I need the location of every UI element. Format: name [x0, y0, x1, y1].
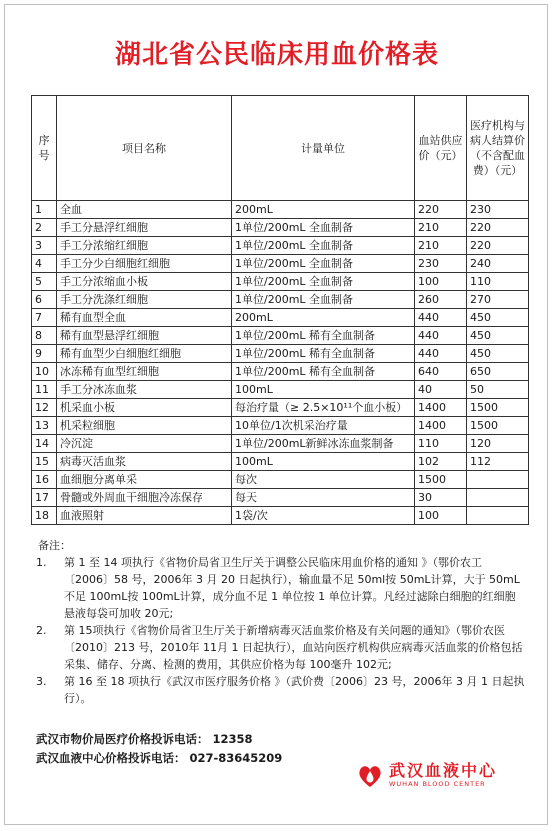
- blood-center-logo: [355, 760, 497, 790]
- station-price-cell: 220: [415, 201, 467, 219]
- station-price-cell: 102: [415, 453, 467, 471]
- clinic-price-cell: 220: [467, 219, 529, 237]
- station-price-cell: 260: [415, 291, 467, 309]
- item-name-cell: 手工分少白细胞红细胞: [57, 255, 232, 273]
- header-station-price: 血站供应价（元）: [415, 96, 467, 201]
- clinic-price-cell: [467, 507, 529, 525]
- unit-cell: 1单位/200mL新鲜冰冻血浆制备: [232, 435, 415, 453]
- station-price-cell: 640: [415, 363, 467, 381]
- row-number-cell: 1: [32, 201, 57, 219]
- row-number-cell: 18: [32, 507, 57, 525]
- clinic-price-cell: 450: [467, 309, 529, 327]
- row-number-cell: 3: [32, 237, 57, 255]
- row-number-cell: 8: [32, 327, 57, 345]
- clinic-price-cell: 450: [467, 345, 529, 363]
- table-row: [32, 507, 529, 525]
- item-name-cell: 稀有血型全血: [57, 309, 232, 327]
- row-number-cell: 15: [32, 453, 57, 471]
- station-price-cell: 100: [415, 273, 467, 291]
- table-row: [32, 489, 529, 507]
- station-price-cell: 1400: [415, 417, 467, 435]
- row-number-cell: 2: [32, 219, 57, 237]
- table-header-row: [32, 96, 529, 201]
- note-item: [36, 622, 526, 673]
- unit-cell: 每天: [232, 489, 415, 507]
- item-name-cell: 全血: [57, 201, 232, 219]
- price-table: [31, 95, 529, 525]
- clinic-price-cell: 270: [467, 291, 529, 309]
- clinic-price-cell: 50: [467, 381, 529, 399]
- table-row: [32, 237, 529, 255]
- header-unit: 计量单位: [232, 96, 415, 201]
- clinic-price-cell: [467, 489, 529, 507]
- logo-name-en: WUHAN BLOOD CENTER: [389, 780, 486, 788]
- item-name-cell: 冷沉淀: [57, 435, 232, 453]
- item-name-cell: 稀有血型少白细胞红细胞: [57, 345, 232, 363]
- row-number-cell: 6: [32, 291, 57, 309]
- station-price-cell: 40: [415, 381, 467, 399]
- header-clinic-price: 医疗机构与病人结算价（不含配血费）（元）: [467, 96, 529, 201]
- clinic-price-cell: 450: [467, 327, 529, 345]
- row-number-cell: 5: [32, 273, 57, 291]
- station-price-cell: 30: [415, 489, 467, 507]
- item-name-cell: 稀有血型悬浮红细胞: [57, 327, 232, 345]
- item-name-cell: 冰冻稀有血型红细胞: [57, 363, 232, 381]
- item-name-cell: 机采血小板: [57, 399, 232, 417]
- table-row: [32, 381, 529, 399]
- table-row: [32, 435, 529, 453]
- unit-cell: 200mL: [232, 201, 415, 219]
- clinic-price-cell: 1500: [467, 417, 529, 435]
- clinic-price-cell: 120: [467, 435, 529, 453]
- clinic-price-cell: [467, 471, 529, 489]
- blood-drop-heart-icon: [355, 760, 385, 790]
- note-number: 1.: [36, 556, 47, 569]
- unit-cell: 1单位/200mL 稀有全血制备: [232, 363, 415, 381]
- item-name-cell: 机采粒细胞: [57, 417, 232, 435]
- row-number-cell: 10: [32, 363, 57, 381]
- item-name-cell: 手工分冰冻血浆: [57, 381, 232, 399]
- note-text: 第 15项执行《省物价局省卫生厅关于新增病毒灭活血浆价格及有关问题的通知》（鄂价农医〔2010〕213 号，2010年 11月 1 日起执行），血站向医疗机构供应病毒灭活血浆的价格包括采集、储存、分离、检测的费用，其供应价格为每 100毫升 102元;: [64, 624, 523, 671]
- table-row: [32, 309, 529, 327]
- table-row: [32, 453, 529, 471]
- unit-cell: 1单位/200mL 全血制备: [232, 255, 415, 273]
- row-number-cell: 9: [32, 345, 57, 363]
- unit-cell: 1单位/200mL 全血制备: [232, 237, 415, 255]
- unit-cell: 1单位/200mL 全血制备: [232, 291, 415, 309]
- item-name-cell: 血细胞分离单采: [57, 471, 232, 489]
- station-price-cell: 1400: [415, 399, 467, 417]
- station-price-cell: 210: [415, 219, 467, 237]
- item-name-cell: 病毒灭活血浆: [57, 453, 232, 471]
- table-row: [32, 345, 529, 363]
- item-name-cell: 手工分浓缩血小板: [57, 273, 232, 291]
- station-price-cell: 210: [415, 237, 467, 255]
- table-row: [32, 327, 529, 345]
- table-row: [32, 219, 529, 237]
- header-no: 序号: [32, 96, 57, 201]
- page-title: 湖北省公民临床用血价格表: [114, 40, 439, 70]
- unit-cell: 1袋/次: [232, 507, 415, 525]
- station-price-cell: 100: [415, 507, 467, 525]
- item-name-cell: 手工分洗涤红细胞: [57, 291, 232, 309]
- unit-cell: 200mL: [232, 309, 415, 327]
- table-row: [32, 363, 529, 381]
- unit-cell: 100mL: [232, 381, 415, 399]
- row-number-cell: 11: [32, 381, 57, 399]
- table-row: [32, 399, 529, 417]
- station-price-cell: 110: [415, 435, 467, 453]
- note-text: 第 16 至 18 项执行《武汉市医疗服务价格 》（武价费〔2006〕23 号，2006年 3 月 1 日起执行）。: [64, 675, 525, 705]
- notes-label: 备注：: [38, 539, 71, 552]
- clinic-price-cell: 220: [467, 237, 529, 255]
- price-bureau-phone: 武汉市物价局医疗价格投诉电话： 12358: [36, 732, 253, 746]
- unit-cell: 每次: [232, 471, 415, 489]
- blood-center-phone: 武汉血液中心价格投诉电话： 027-83645209: [36, 751, 283, 765]
- item-name-cell: 手工分浓缩红细胞: [57, 237, 232, 255]
- note-number: 3.: [36, 675, 47, 688]
- clinic-price-cell: 112: [467, 453, 529, 471]
- table-row: [32, 291, 529, 309]
- complaint-contacts: [36, 730, 282, 768]
- note-item: [36, 673, 526, 707]
- row-number-cell: 17: [32, 489, 57, 507]
- clinic-price-cell: 110: [467, 273, 529, 291]
- clinic-price-cell: 230: [467, 201, 529, 219]
- table-row: [32, 201, 529, 219]
- station-price-cell: 440: [415, 327, 467, 345]
- station-price-cell: 440: [415, 309, 467, 327]
- note-item: [36, 554, 526, 622]
- item-name-cell: 血液照射: [57, 507, 232, 525]
- header-name: 项目名称: [57, 96, 232, 201]
- item-name-cell: 骨髓或外周血干细胞冷冻保存: [57, 489, 232, 507]
- clinic-price-cell: 1500: [467, 399, 529, 417]
- row-number-cell: 4: [32, 255, 57, 273]
- unit-cell: 1单位/200mL 全血制备: [232, 273, 415, 291]
- station-price-cell: 440: [415, 345, 467, 363]
- row-number-cell: 14: [32, 435, 57, 453]
- unit-cell: 1单位/200mL 全血制备: [232, 219, 415, 237]
- station-price-cell: 1500: [415, 471, 467, 489]
- logo-name-cn: 武汉血液中心: [389, 761, 498, 780]
- table-row: [32, 255, 529, 273]
- unit-cell: 10单位/1次机采治疗量: [232, 417, 415, 435]
- row-number-cell: 12: [32, 399, 57, 417]
- clinic-price-cell: 240: [467, 255, 529, 273]
- notes-section: [36, 537, 526, 707]
- unit-cell: 每治疗量（≥ 2.5×10¹¹个血小板）: [232, 399, 415, 417]
- row-number-cell: 7: [32, 309, 57, 327]
- unit-cell: 100mL: [232, 453, 415, 471]
- unit-cell: 1单位/200mL 稀有全血制备: [232, 327, 415, 345]
- station-price-cell: 230: [415, 255, 467, 273]
- item-name-cell: 手工分悬浮红细胞: [57, 219, 232, 237]
- clinic-price-cell: 650: [467, 363, 529, 381]
- row-number-cell: 13: [32, 417, 57, 435]
- note-text: 第 1 至 14 项执行《省物价局省卫生厅关于调整公民临床用血价格的通知 》（鄂价农工〔2006〕58 号，2006年 3 月 20 日起执行），输血量不足 50ml按 50mL计算，大于 50mL不足 100mL按 100mL计算，成分血不足 1 单位按 1 单位计算。凡经过滤除白细胞的红细胞悬液每袋可加收 20元;: [64, 556, 520, 620]
- table-row: [32, 471, 529, 489]
- row-number-cell: 16: [32, 471, 57, 489]
- unit-cell: 1单位/200mL 稀有全血制备: [232, 345, 415, 363]
- note-number: 2.: [36, 624, 47, 637]
- table-row: [32, 417, 529, 435]
- table-row: [32, 273, 529, 291]
